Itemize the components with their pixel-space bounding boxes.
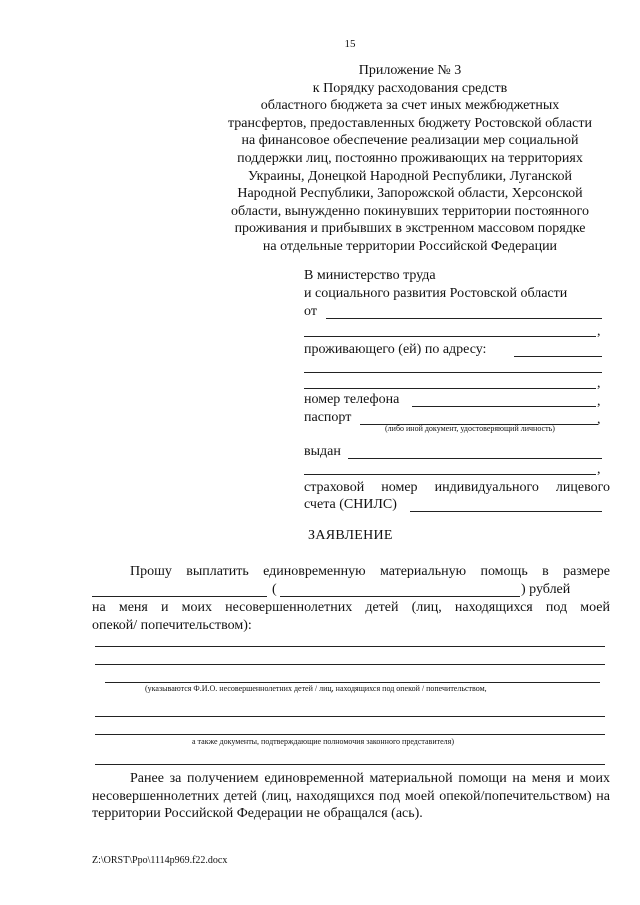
children-word: под: [545, 600, 568, 615]
children-sentence-2: опекой/ попечительством):: [92, 618, 252, 633]
snils-label-2: счета (СНИЛС): [304, 497, 397, 512]
from-field[interactable]: [326, 318, 602, 319]
amount-field[interactable]: [92, 596, 267, 597]
address-field-line-2[interactable]: [304, 372, 602, 373]
children-sentence: [92, 600, 610, 616]
snils-label: [304, 480, 610, 496]
appendix-line: Народной Республики, Запорожской области, Херсонской: [237, 186, 583, 202]
extra-field-line[interactable]: [95, 764, 605, 765]
children-word: несовершеннолетних: [225, 600, 353, 615]
children-word: моих: [181, 600, 212, 615]
issued-field[interactable]: [348, 458, 602, 459]
passport-note: (либо иной документ, удостоверяющий личность): [385, 424, 555, 433]
comma: ,: [597, 462, 601, 477]
appendix-line: Украины, Донецкой Народной Республики, Луганской: [247, 168, 573, 184]
passport-label: паспорт: [304, 410, 352, 425]
snils-word: страховой: [304, 480, 365, 495]
request-word: в: [542, 564, 549, 579]
addressee-ministry-2: и социального развития Ростовской области: [304, 286, 568, 301]
children-word: на: [92, 600, 106, 615]
appendix-line: поддержки лиц, постоянно проживающих на территориях: [237, 150, 583, 166]
children-field-line-2[interactable]: [95, 664, 605, 665]
phone-label: номер телефона: [304, 392, 400, 407]
appendix-line: трансфертов, предоставленных бюджету Ростовской области: [228, 115, 592, 131]
request-word: выплатить: [186, 564, 249, 579]
appendix-line: области, вынужденно покинувших территории постоянного: [230, 203, 590, 219]
file-path: Z:\ORST\Ppo\1114p969.f22.docx: [92, 855, 228, 866]
documents-field-line-1[interactable]: [95, 716, 605, 717]
rubles-label: ) рублей: [521, 582, 571, 597]
issued-field-line-2[interactable]: [304, 474, 596, 475]
appendix-line: областного бюджета за счет иных межбюджетных: [260, 98, 560, 114]
from-label: от: [304, 304, 317, 319]
children-word: находящихся: [454, 600, 533, 615]
snils-field[interactable]: [410, 511, 602, 512]
address-field-line-3[interactable]: [304, 388, 596, 389]
appendix-line: на финансовое обеспечение реализации мер социальной: [241, 133, 579, 149]
children-note: (указываются Ф.И.О. несовершеннолетних детей / лиц, находящихся под опекой / попечительством,: [145, 684, 487, 693]
children-word: меня: [118, 600, 148, 615]
request-word: помощь: [480, 564, 528, 579]
snils-word: индивидуального: [434, 480, 539, 495]
snils-word: номер: [381, 480, 418, 495]
appendix-line: Приложение № 3: [358, 63, 462, 78]
previous-appeal-statement: Ранее за получением единовременной материальной помощи на меня и моих несовершеннолетних детей (лиц, находящихся под моей опекой/попечительством) на территории Российской Федерации не обращался (ась).: [92, 771, 610, 821]
page-number: 15: [344, 38, 356, 50]
amount-words-field[interactable]: [280, 596, 520, 597]
snils-word: лицевого: [555, 480, 610, 495]
documents-note: а также документы, подтверждающие полномочия законного представителя): [192, 737, 454, 746]
appendix-line: проживания и прибывших в экстренном массовом порядке: [234, 221, 586, 237]
children-field-line-1[interactable]: [95, 646, 605, 647]
appendix-header: [215, 62, 605, 256]
documents-field-line-2[interactable]: [95, 734, 605, 735]
children-word: детей: [365, 600, 399, 615]
open-paren: (: [272, 582, 277, 597]
addressee-ministry: В министерство труда: [304, 268, 436, 283]
request-word: Прошу: [130, 564, 172, 579]
request-word: единовременную: [263, 564, 366, 579]
request-sentence: [130, 564, 610, 580]
request-word: материальную: [379, 564, 467, 579]
phone-field[interactable]: [412, 406, 596, 407]
children-word: (лиц,: [411, 600, 442, 615]
from-field-line-2[interactable]: [304, 336, 596, 337]
address-field[interactable]: [514, 356, 602, 357]
children-field-line-3[interactable]: [105, 682, 600, 683]
address-label: проживающего (ей) по адресу:: [304, 342, 487, 357]
comma: ,: [597, 412, 601, 427]
appendix-line: на отдельные территории Российской Федерации: [262, 238, 558, 254]
request-word: размере: [563, 564, 610, 579]
comma: ,: [597, 394, 601, 409]
comma: ,: [597, 324, 601, 339]
issued-label: выдан: [304, 444, 341, 459]
comma: ,: [597, 376, 601, 391]
children-word: и: [160, 600, 169, 615]
document-title: ЗАЯВЛЕНИЕ: [308, 528, 393, 543]
appendix-line: к Порядку расходования средств: [312, 80, 508, 96]
children-word: моей: [580, 600, 610, 615]
